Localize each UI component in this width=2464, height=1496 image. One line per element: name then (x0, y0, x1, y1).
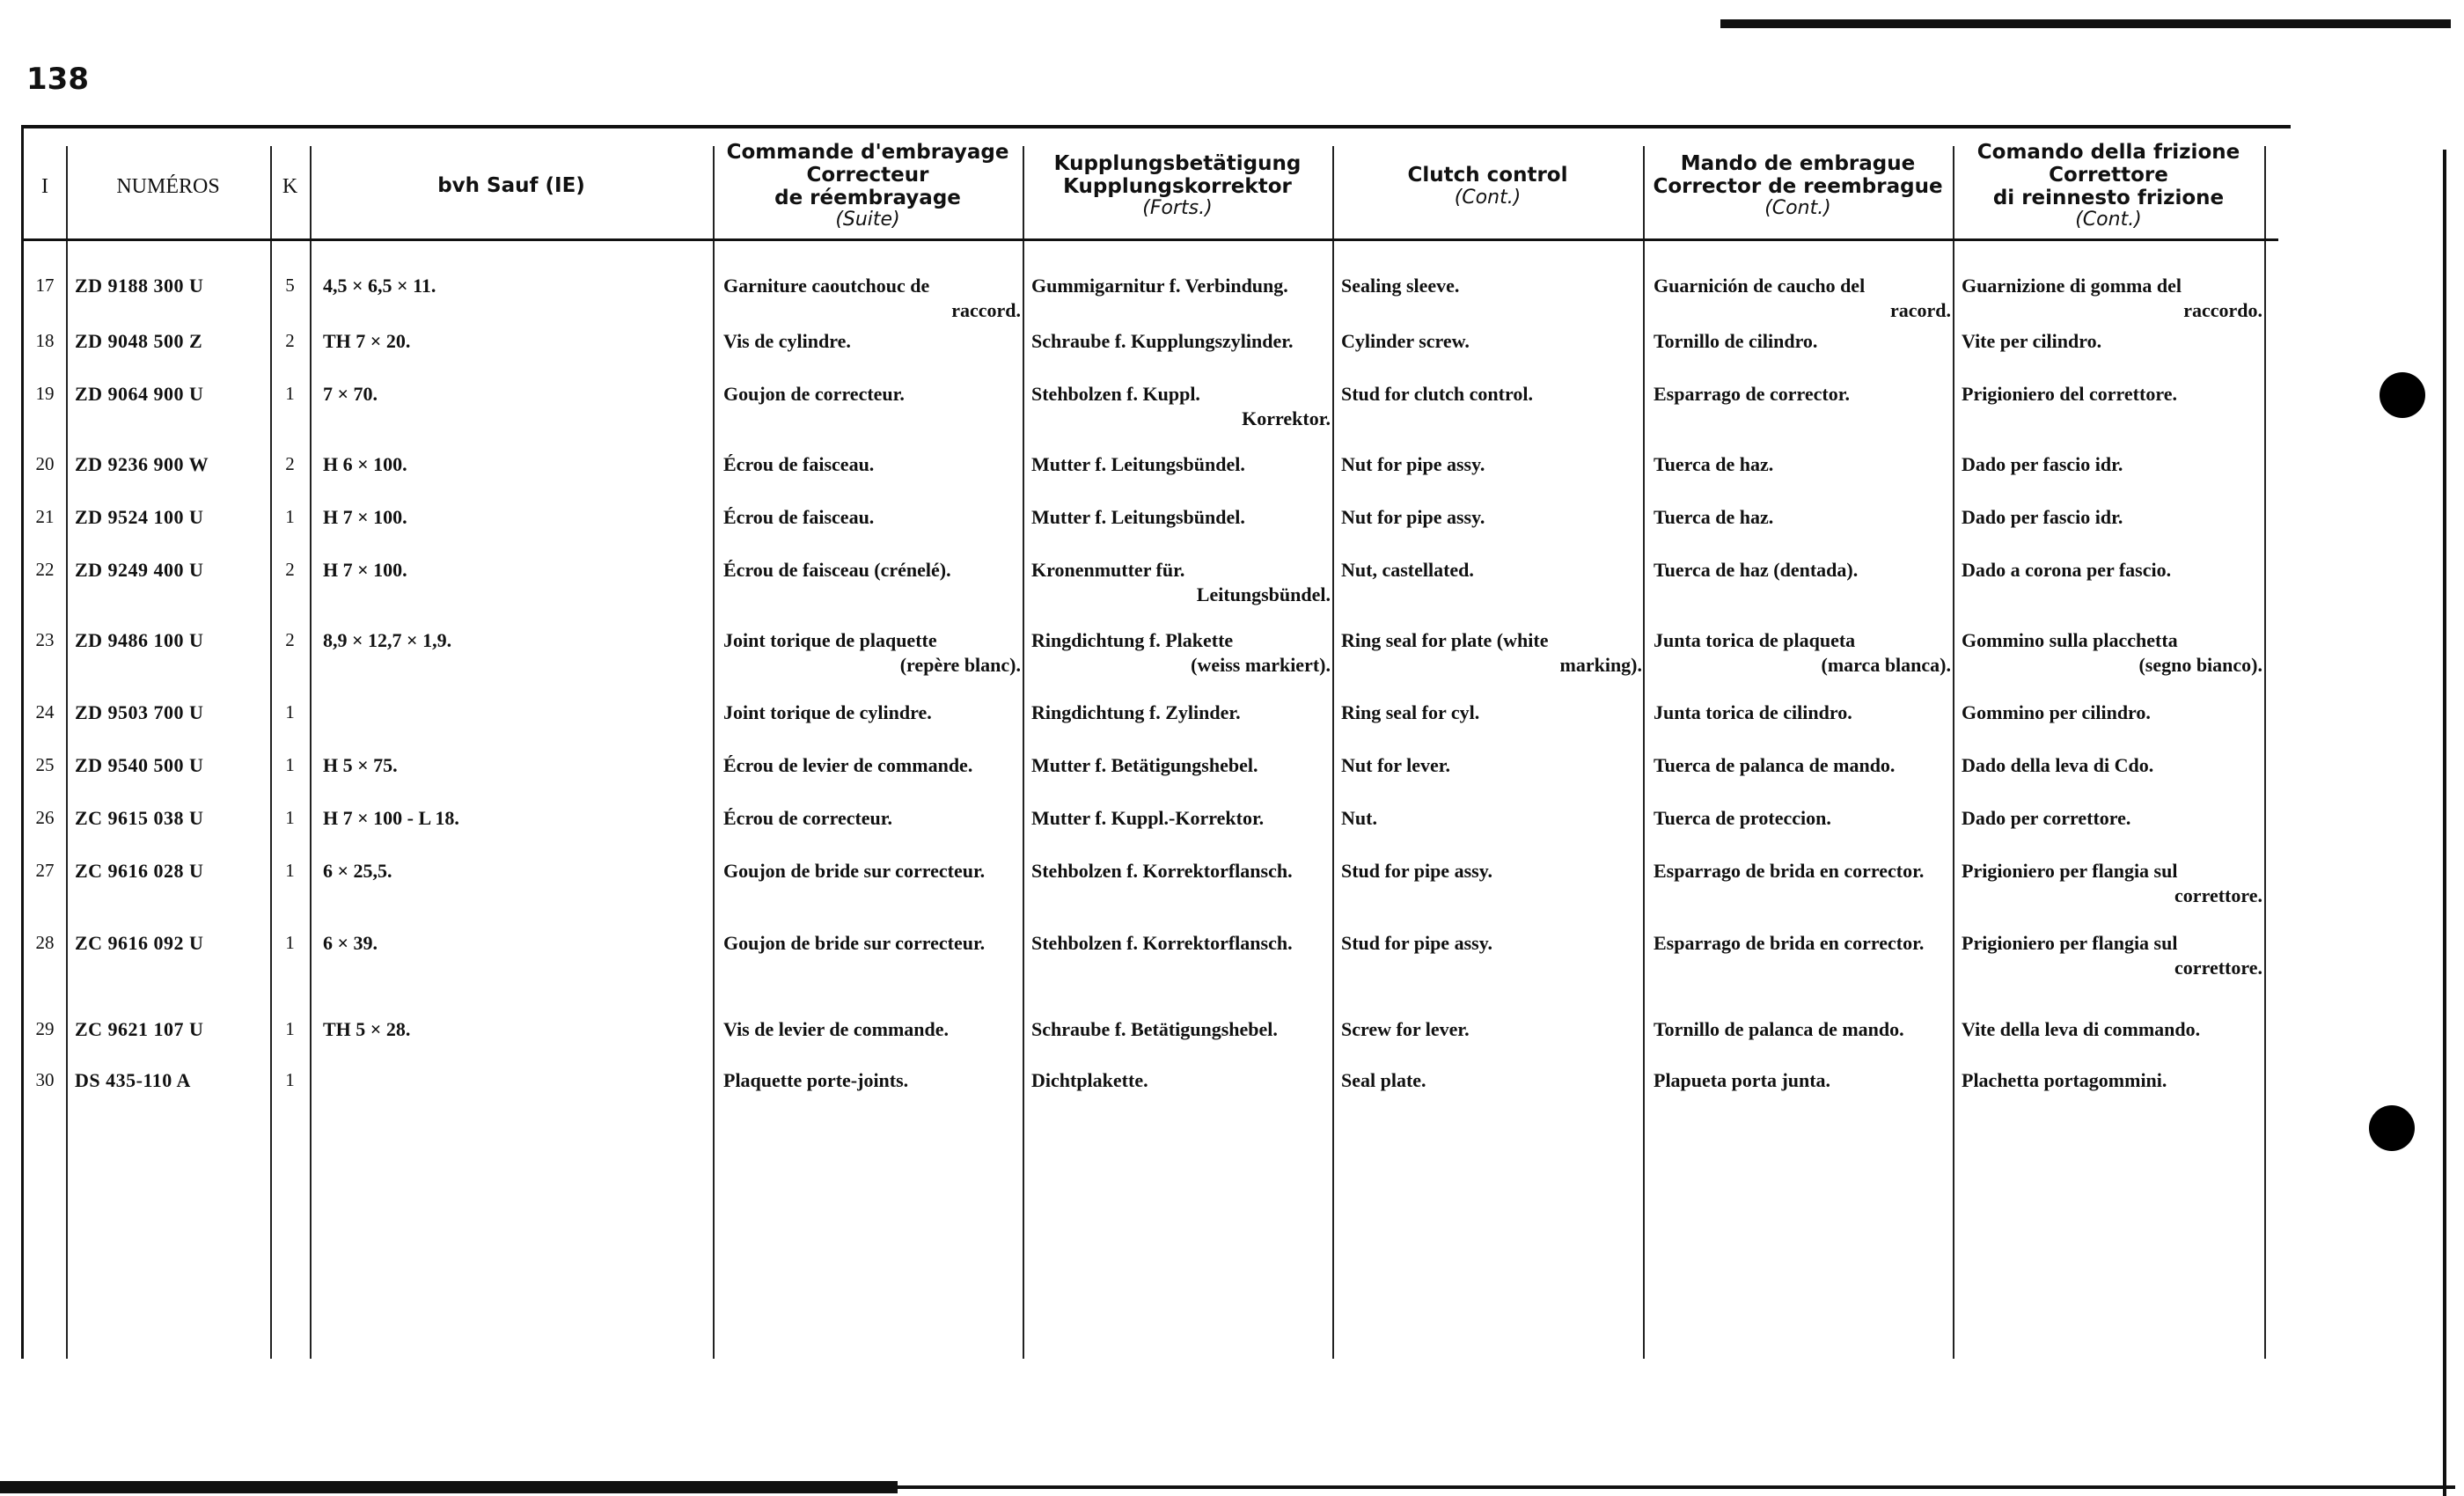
cell-text: 23 (35, 629, 55, 650)
cell-text: 1 (285, 506, 295, 527)
cell-text: H 7 × 100. (323, 559, 407, 581)
cell-fr (723, 1017, 1021, 1042)
cell-ref (75, 1068, 270, 1093)
cell-text: Écrou de levier de commande. (723, 754, 973, 776)
cell-text-continuation: Leitungsbündel. (1196, 583, 1331, 605)
cell-bvh (323, 452, 710, 477)
top-rule (1720, 19, 2451, 28)
cell-k (270, 329, 310, 352)
cell-text: Seal plate. (1341, 1069, 1426, 1091)
cell-i (24, 452, 66, 475)
cell-es (1654, 558, 1951, 583)
cell-text: Prigioniero del correttore. (1962, 383, 2177, 405)
column-divider (270, 146, 272, 1359)
cell-i (24, 753, 66, 776)
cell-text: H 5 × 75. (323, 754, 398, 776)
cell-es (1654, 806, 1951, 831)
cell-text: Tuerca de proteccion. (1654, 807, 1831, 829)
cell-k (270, 274, 310, 297)
cell-ref (75, 753, 270, 778)
cell-fr (723, 806, 1021, 831)
cell-es (1654, 1017, 1951, 1042)
cell-it (1962, 628, 2262, 677)
cell-text: Ring seal for plate (white (1341, 629, 1549, 651)
cell-text: ZC 9615 038 U (75, 807, 204, 829)
cell-it (1962, 382, 2262, 407)
cell-text-continuation: raccordo. (2183, 298, 2262, 321)
cell-fr (723, 859, 1021, 884)
column-divider (1023, 146, 1024, 1359)
cell-text: Goujon de bride sur correcteur. (723, 860, 986, 882)
cell-i (24, 382, 66, 405)
cell-text: 26 (35, 807, 55, 828)
cell-text: Nut, castellated. (1341, 559, 1474, 581)
cell-de (1031, 452, 1331, 477)
cell-fr (723, 753, 1021, 778)
cell-ref (75, 931, 270, 956)
cell-text: Stehbolzen f. Korrektorflansch. (1031, 860, 1293, 882)
header-numeros: NUMÉROS (116, 174, 220, 198)
cell-i (24, 700, 66, 723)
cell-text: Vis de levier de commande. (723, 1018, 950, 1040)
cell-bvh (323, 1017, 710, 1042)
cell-text: ZD 9064 900 U (75, 383, 204, 405)
cell-en (1341, 274, 1642, 298)
cell-text: Ring seal for cyl. (1341, 701, 1480, 723)
cell-text: ZD 9236 900 W (75, 453, 209, 475)
cell-text: 29 (35, 1018, 55, 1039)
cell-bvh (323, 505, 710, 530)
cell-text-continuation: correttore. (2174, 956, 2262, 979)
cell-de (1031, 806, 1331, 831)
header-german: Kupplungsbetätigung Kupplungskorrektor (Forts.) (1053, 151, 1302, 220)
cell-text: Écrou de faisceau. (723, 506, 875, 528)
cell-text: Goujon de correcteur. (723, 383, 905, 405)
cell-text-continuation: correttore. (2174, 884, 2262, 906)
cell-text: 2 (285, 629, 295, 650)
cell-text: H 7 × 100 - L 18. (323, 807, 459, 829)
cell-text: Nut. (1341, 807, 1377, 829)
cell-text: 21 (35, 506, 55, 527)
cell-k (270, 700, 310, 723)
cell-fr (723, 558, 1021, 583)
right-rule (2443, 150, 2446, 1496)
cell-it (1962, 1017, 2262, 1042)
cell-text: 30 (35, 1069, 55, 1090)
cell-k (270, 505, 310, 528)
cell-i (24, 329, 66, 352)
column-divider (713, 146, 715, 1359)
cell-text: Gummigarnitur f. Verbindung. (1031, 275, 1288, 297)
cell-it (1962, 558, 2262, 583)
cell-bvh (323, 753, 710, 778)
cell-text: Stud for pipe assy. (1341, 860, 1492, 882)
cell-text: Mutter f. Leitungsbündel. (1031, 453, 1245, 475)
cell-k (270, 1068, 310, 1091)
cell-i (24, 806, 66, 829)
cell-de (1031, 1068, 1331, 1093)
cell-text: Joint torique de plaquette (723, 629, 937, 651)
cell-ref (75, 558, 270, 583)
cell-es (1654, 700, 1951, 725)
punch-hole-dot (2380, 372, 2425, 418)
cell-text: Gommino sulla placchetta (1962, 629, 2178, 651)
cell-de (1031, 1017, 1331, 1042)
header-bvh: bvh Sauf (IE) (437, 174, 585, 198)
bottom-bar (0, 1481, 898, 1493)
cell-text: Nut for pipe assy. (1341, 506, 1485, 528)
cell-fr (723, 382, 1021, 407)
cell-it (1962, 274, 2262, 322)
cell-ref (75, 859, 270, 884)
header-rule (24, 238, 2278, 241)
cell-text: 17 (35, 275, 55, 296)
cell-text: Écrou de faisceau (crénelé). (723, 559, 951, 581)
cell-en (1341, 1017, 1642, 1042)
cell-text: Garniture caoutchouc de (723, 275, 930, 297)
cell-k (270, 859, 310, 882)
cell-ref (75, 505, 270, 530)
cell-text: ZD 9188 300 U (75, 275, 204, 297)
column-divider (1643, 146, 1645, 1359)
cell-text-continuation: racord. (1889, 298, 1951, 321)
cell-text: Dichtplakette. (1031, 1069, 1148, 1091)
cell-text: 1 (285, 807, 295, 828)
cell-text: ZD 9048 500 Z (75, 330, 203, 352)
cell-text: Kronenmutter für. (1031, 559, 1185, 581)
cell-text: DS 435-110 A (75, 1069, 191, 1091)
cell-text: 2 (285, 330, 295, 351)
cell-text: 1 (285, 932, 295, 953)
cell-k (270, 382, 310, 405)
cell-it (1962, 1068, 2262, 1093)
cell-ref (75, 274, 270, 298)
cell-de (1031, 329, 1331, 354)
cell-text: TH 5 × 28. (323, 1018, 411, 1040)
cell-en (1341, 505, 1642, 530)
cell-it (1962, 931, 2262, 979)
cell-text: Vis de cylindre. (723, 330, 851, 352)
cell-text-continuation: (repère blanc). (899, 653, 1021, 676)
cell-en (1341, 700, 1642, 725)
cell-it (1962, 859, 2262, 907)
cell-fr (723, 452, 1021, 477)
cell-de (1031, 931, 1331, 956)
cell-text: Cylinder screw. (1341, 330, 1470, 352)
column-divider (1953, 146, 1954, 1359)
cell-bvh (323, 931, 710, 956)
cell-fr (723, 1068, 1021, 1093)
cell-it (1962, 806, 2262, 831)
cell-i (24, 1068, 66, 1091)
cell-en (1341, 1068, 1642, 1093)
cell-bvh (323, 558, 710, 583)
cell-text: Guarnición de caucho del (1654, 275, 1866, 297)
cell-es (1654, 274, 1951, 322)
cell-text-continuation: (segno bianco). (2138, 653, 2262, 676)
cell-text-continuation: (weiss markiert). (1191, 653, 1331, 676)
cell-text: H 7 × 100. (323, 506, 407, 528)
cell-de (1031, 274, 1331, 298)
cell-text: Dado per fascio idr. (1962, 506, 2123, 528)
cell-i (24, 931, 66, 954)
cell-en (1341, 753, 1642, 778)
cell-text: Tuerca de haz. (1654, 453, 1774, 475)
cell-en (1341, 558, 1642, 583)
cell-text: 2 (285, 559, 295, 580)
cell-text: ZD 9524 100 U (75, 506, 204, 528)
cell-text: 6 × 39. (323, 932, 378, 954)
cell-en (1341, 931, 1642, 956)
cell-ref (75, 628, 270, 653)
cell-text: Ringdichtung f. Plakette (1031, 629, 1234, 651)
cell-de (1031, 505, 1331, 530)
cell-text: Plapueta porta junta. (1654, 1069, 1831, 1091)
cell-fr (723, 931, 1021, 956)
cell-i (24, 274, 66, 297)
cell-text: 28 (35, 932, 55, 953)
cell-text: Mutter f. Betätigungshebel. (1031, 754, 1258, 776)
cell-ref (75, 452, 270, 477)
cell-text: Screw for lever. (1341, 1018, 1470, 1040)
cell-text: Tuerca de palanca de mando. (1654, 754, 1896, 776)
cell-text: Esparrago de brida en corrector. (1654, 860, 1925, 882)
cell-text: Goujon de bride sur correcteur. (723, 932, 986, 954)
cell-fr (723, 700, 1021, 725)
cell-en (1341, 859, 1642, 884)
cell-text: 1 (285, 383, 295, 404)
cell-text: Dado per correttore. (1962, 807, 2131, 829)
cell-de (1031, 628, 1331, 677)
cell-text: 25 (35, 754, 55, 775)
column-divider (66, 146, 68, 1359)
cell-text: Joint torique de cylindre. (723, 701, 932, 723)
column-divider (1332, 146, 1334, 1359)
cell-k (270, 628, 310, 651)
cell-text: Vite della leva di commando. (1962, 1018, 2201, 1040)
cell-text: H 6 × 100. (323, 453, 407, 475)
cell-text: Stud for pipe assy. (1341, 932, 1492, 954)
column-divider (310, 146, 312, 1359)
cell-i (24, 558, 66, 581)
cell-k (270, 806, 310, 829)
cell-i (24, 505, 66, 528)
cell-es (1654, 628, 1951, 677)
cell-text: Ringdichtung f. Zylinder. (1031, 701, 1241, 723)
cell-text: Écrou de faisceau. (723, 453, 875, 475)
cell-de (1031, 700, 1331, 725)
cell-bvh (323, 274, 710, 298)
cell-text: ZD 9249 400 U (75, 559, 204, 581)
cell-text: Nut for lever. (1341, 754, 1451, 776)
cell-it (1962, 753, 2262, 778)
cell-text: Plaquette porte-joints. (723, 1069, 909, 1091)
cell-text: ZC 9621 107 U (75, 1018, 204, 1040)
cell-text: ZC 9616 092 U (75, 932, 204, 954)
cell-text: Prigioniero per flangia sul (1962, 932, 2178, 954)
cell-text: Schraube f. Kupplungszylinder. (1031, 330, 1294, 352)
cell-text: TH 7 × 20. (323, 330, 411, 352)
cell-en (1341, 329, 1642, 354)
cell-it (1962, 700, 2262, 725)
cell-ref (75, 806, 270, 831)
cell-text-continuation: raccord. (951, 298, 1021, 321)
cell-text: Dado a corona per fascio. (1962, 559, 2172, 581)
cell-text: Dado per fascio idr. (1962, 453, 2123, 475)
cell-en (1341, 628, 1642, 677)
header-english: Clutch control (Cont.) (1407, 163, 1568, 209)
cell-text: Vite per cilindro. (1962, 330, 2102, 352)
cell-es (1654, 452, 1951, 477)
cell-text: 19 (35, 383, 55, 404)
cell-text: 1 (285, 1069, 295, 1090)
cell-text: Esparrago de brida en corrector. (1654, 932, 1925, 954)
cell-bvh (323, 859, 710, 884)
cell-text: 4,5 × 6,5 × 11. (323, 275, 436, 297)
cell-en (1341, 452, 1642, 477)
cell-text: Guarnizione di gomma del (1962, 275, 2182, 297)
parts-table (21, 125, 2291, 1359)
header-spanish: Mando de embrague Corrector de reembrague (Cont.) (1653, 151, 1943, 220)
cell-ref (75, 1017, 270, 1042)
cell-it (1962, 505, 2262, 530)
cell-ref (75, 700, 270, 725)
cell-de (1031, 382, 1331, 430)
cell-text: 5 (285, 275, 295, 296)
cell-es (1654, 931, 1951, 956)
cell-es (1654, 382, 1951, 407)
header-italian: Comando della frizione Correttore di reinnesto frizione (Cont.) (1976, 141, 2240, 231)
cell-k (270, 931, 310, 954)
cell-text: 2 (285, 453, 295, 474)
cell-text: ZC 9616 028 U (75, 860, 204, 882)
cell-fr (723, 274, 1021, 322)
cell-text: 22 (35, 559, 55, 580)
cell-es (1654, 505, 1951, 530)
cell-text: 6 × 25,5. (323, 860, 392, 882)
cell-text: 1 (285, 701, 295, 722)
cell-text: Stud for clutch control. (1341, 383, 1533, 405)
cell-i (24, 628, 66, 651)
cell-bvh (323, 806, 710, 831)
header-k: K (282, 174, 298, 198)
cell-bvh (323, 329, 710, 354)
cell-k (270, 1017, 310, 1040)
cell-it (1962, 452, 2262, 477)
cell-text: 1 (285, 754, 295, 775)
cell-text: 24 (35, 701, 55, 722)
cell-de (1031, 753, 1331, 778)
cell-en (1341, 382, 1642, 407)
cell-text: ZD 9503 700 U (75, 701, 204, 723)
cell-text: Sealing sleeve. (1341, 275, 1460, 297)
punch-hole-dot (2369, 1105, 2415, 1151)
cell-text: Stehbolzen f. Kuppl. (1031, 383, 1200, 405)
cell-text: Stehbolzen f. Korrektorflansch. (1031, 932, 1293, 954)
column-divider (2264, 146, 2266, 1359)
cell-text: Nut for pipe assy. (1341, 453, 1485, 475)
cell-ref (75, 329, 270, 354)
cell-text-continuation: (marca blanca). (1821, 653, 1951, 676)
header-index: I (41, 174, 48, 198)
cell-text: Mutter f. Leitungsbündel. (1031, 506, 1245, 528)
cell-text: Prigioniero per flangia sul (1962, 860, 2178, 882)
cell-en (1341, 806, 1642, 831)
cell-text: Esparrago de corrector. (1654, 383, 1850, 405)
cell-text: 27 (35, 860, 55, 881)
cell-text: Plachetta portagommini. (1962, 1069, 2167, 1091)
cell-it (1962, 329, 2262, 354)
cell-text: Gommino per cilindro. (1962, 701, 2151, 723)
cell-i (24, 859, 66, 882)
cell-es (1654, 329, 1951, 354)
page-number: 138 (26, 62, 89, 97)
cell-text: Tuerca de haz (dentada). (1654, 559, 1859, 581)
cell-text: Dado della leva di Cdo. (1962, 754, 2154, 776)
cell-ref (75, 382, 270, 407)
cell-de (1031, 859, 1331, 884)
cell-text: Tornillo de cilindro. (1654, 330, 1818, 352)
cell-text: 7 × 70. (323, 383, 378, 405)
header-french: Commande d'embrayage Correcteur de réembrayage (Suite) (726, 141, 1009, 231)
cell-es (1654, 1068, 1951, 1093)
cell-bvh (323, 382, 710, 407)
cell-text-continuation: Korrektor. (1242, 407, 1331, 429)
cell-text: 20 (35, 453, 55, 474)
cell-de (1031, 558, 1331, 606)
cell-text: Mutter f. Kuppl.-Korrektor. (1031, 807, 1265, 829)
cell-i (24, 1017, 66, 1040)
cell-text-continuation: marking). (1559, 653, 1642, 676)
cell-text: 1 (285, 1018, 295, 1039)
cell-text: 1 (285, 860, 295, 881)
cell-k (270, 558, 310, 581)
cell-es (1654, 859, 1951, 884)
cell-text: Écrou de correcteur. (723, 807, 893, 829)
cell-text: 18 (35, 330, 55, 351)
cell-es (1654, 753, 1951, 778)
cell-text: Junta torica de plaqueta (1654, 629, 1856, 651)
cell-text: Tornillo de palanca de mando. (1654, 1018, 1904, 1040)
cell-text: ZD 9540 500 U (75, 754, 204, 776)
cell-text: Schraube f. Betätigungshebel. (1031, 1018, 1278, 1040)
cell-bvh (323, 628, 710, 653)
cell-text: Junta torica de cilindro. (1654, 701, 1852, 723)
cell-text: 8,9 × 12,7 × 1,9. (323, 629, 452, 651)
cell-text: ZD 9486 100 U (75, 629, 204, 651)
cell-fr (723, 628, 1021, 677)
cell-fr (723, 329, 1021, 354)
cell-k (270, 452, 310, 475)
cell-fr (723, 505, 1021, 530)
cell-text: Tuerca de haz. (1654, 506, 1774, 528)
cell-k (270, 753, 310, 776)
